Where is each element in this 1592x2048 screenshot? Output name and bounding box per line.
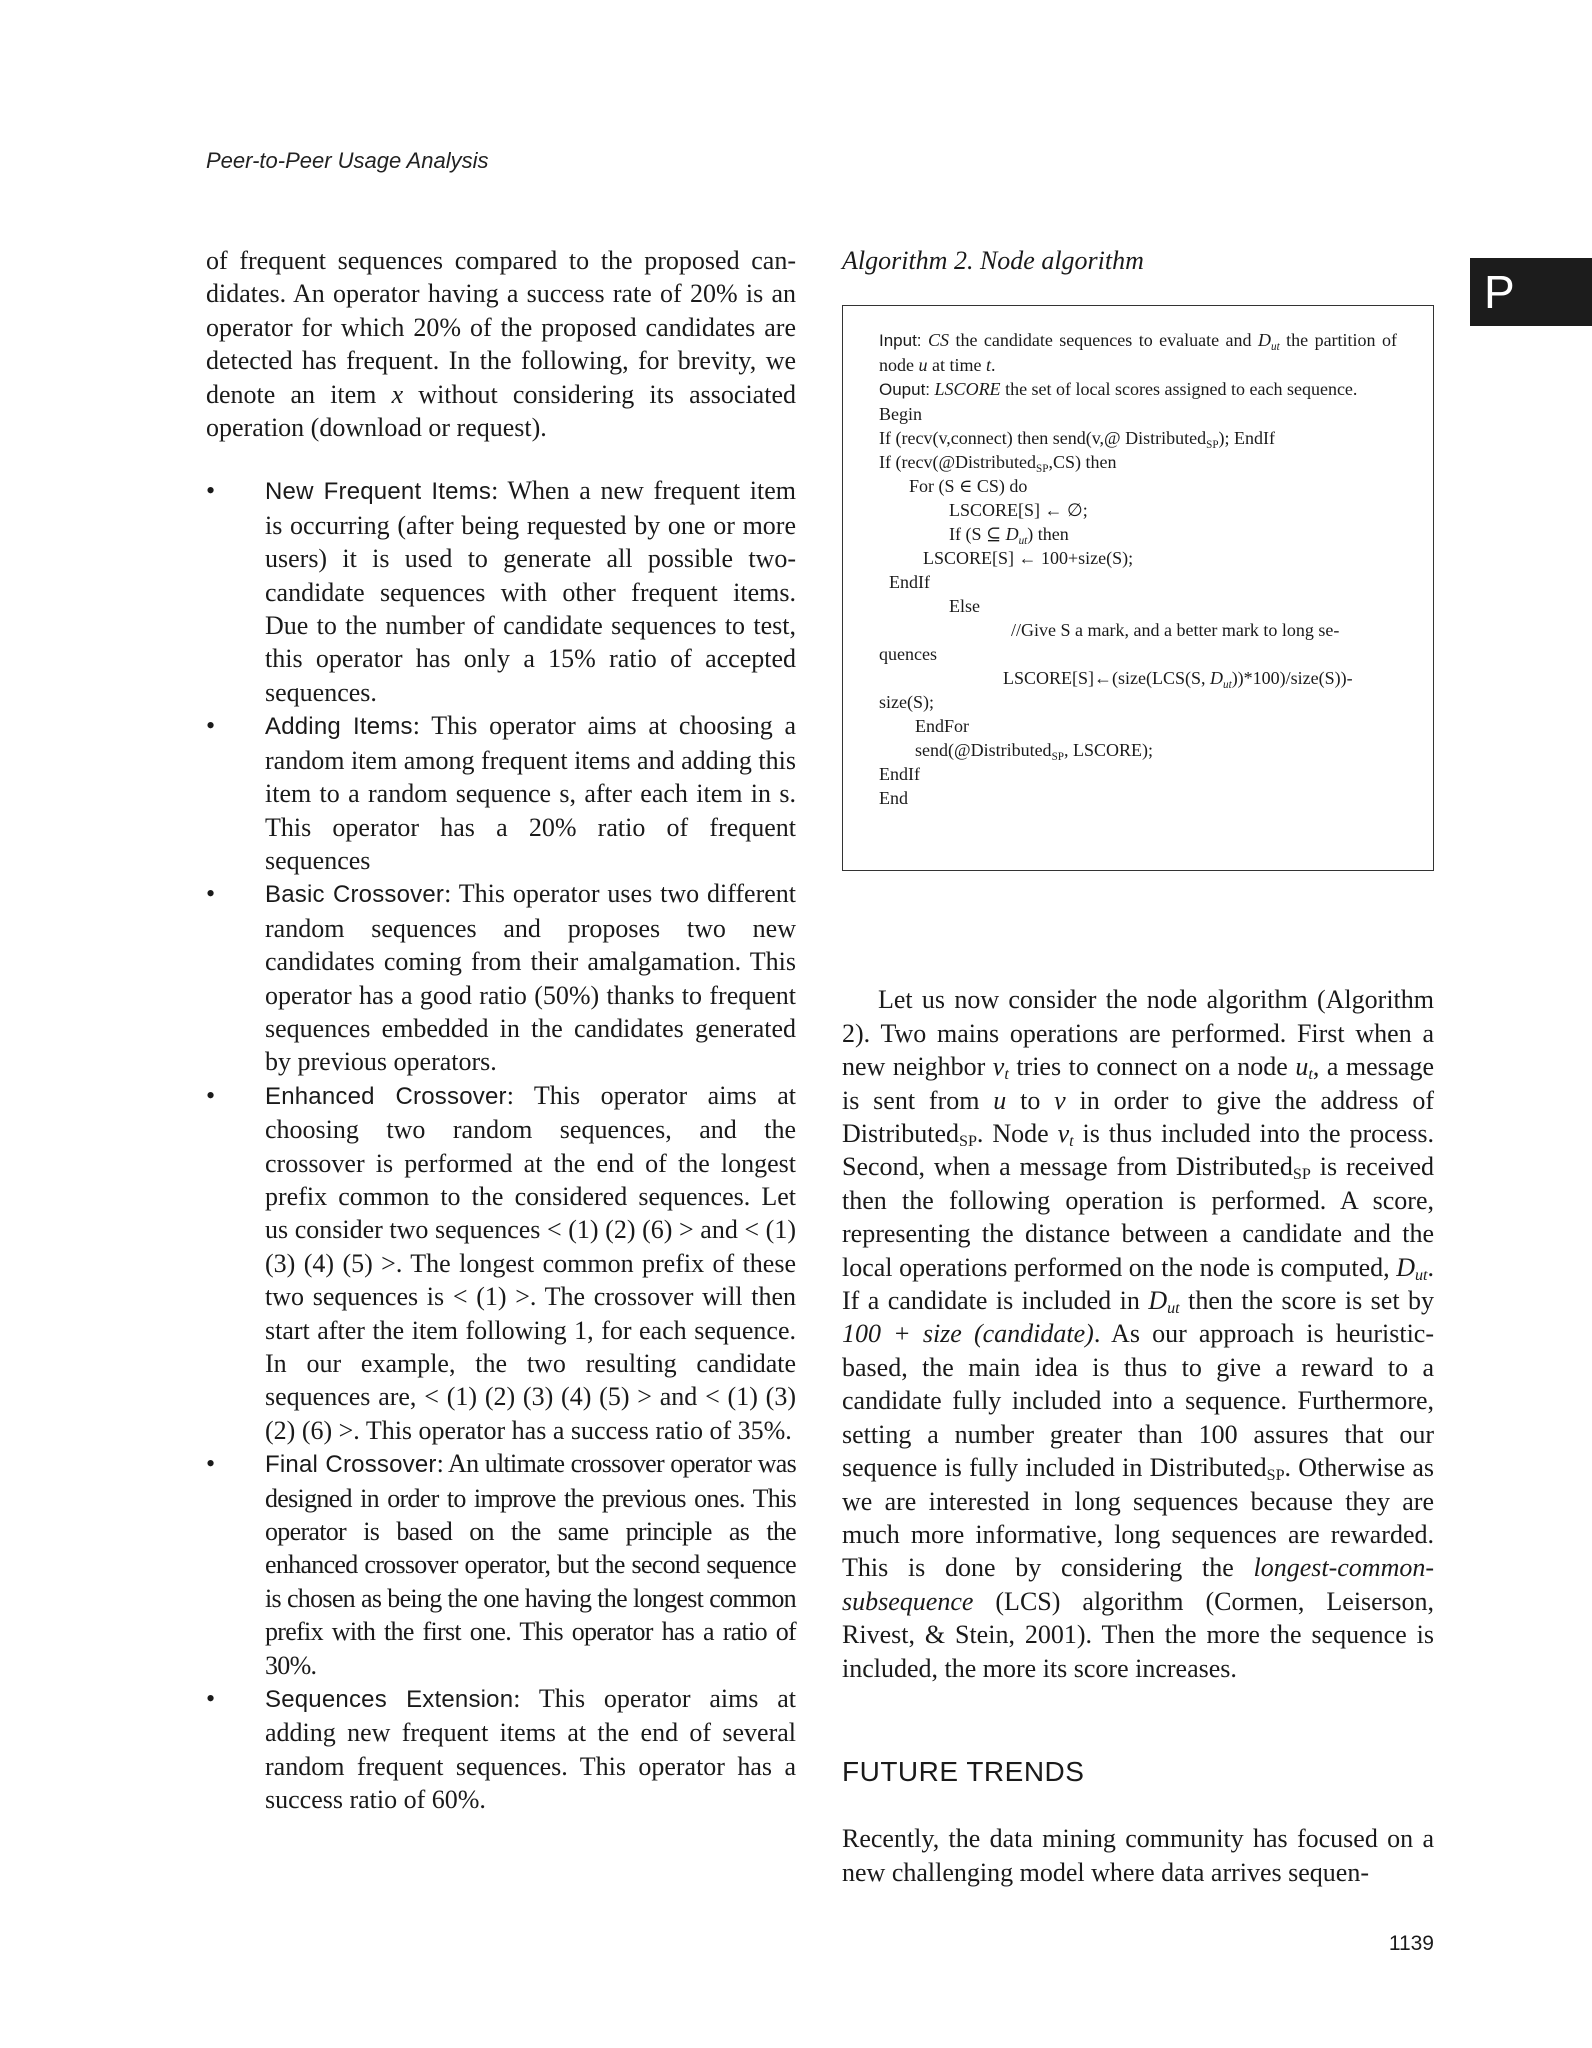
algo-output-line: Ouput: LSCORE the set of local scores assigned to each sequence. — [879, 379, 1358, 400]
list-item — [206, 877, 796, 1078]
right-column — [842, 244, 1434, 1889]
algo-line: //Give S a mark, and a better mark to long se- — [1011, 620, 1340, 641]
section-letter-tab: P — [1470, 258, 1592, 326]
right-body — [842, 983, 1434, 1889]
operator-list — [206, 474, 796, 1816]
algo-line: send(@Distributed$_{SP}$, LSCORE); — [915, 740, 1153, 764]
intro-paragraph: of frequent sequences compared to the proposed can- didates. An operator having a success rate of 20% is an operator for which 20% of the proposed candidates are detected has frequent. In the following, for brevity, we denote an item x without considering its associated operation (download or request). — [206, 246, 797, 443]
bullet-icon: • — [206, 1684, 216, 1714]
algo-line: EndFor — [915, 716, 969, 737]
left-column — [206, 244, 796, 1817]
list-item — [206, 1079, 796, 1447]
algo-line: Begin — [879, 404, 922, 425]
operator-description: : This operator uses two different random sequences and proposes two new candidates coming from their amalgamation. This operator has a good ratio (50%) thanks to frequent sequences embedded in the candidates generated by previous operators. — [265, 879, 797, 1077]
list-item — [206, 1682, 796, 1817]
future-trends-paragraph: Recently, the data mining community has focused on a new challenging model where data arrives sequen- — [842, 1824, 1434, 1887]
algo-line: If (recv(v,connect) then send(v,@ Distributed$_{SP}$); EndIf — [879, 428, 1276, 452]
node-algorithm-paragraph: Let us now consider the node algorithm (Algorithm 2). Two mains operations are performed. First when a new neighbor $v_t$ tries to connect on a node $u_t$, a message is sent from u to v in order to give the address of Distributed$_{SP}$. Node $v_t$ is thus included into the process. Second, when a message from Distributed$_{SP}$ is received then the following operation is performed. A score, representing the distance between a candidate and the local operations performed on the node is computed, $D_{ut}$. If a candidate is included in $D_{ut}$ then the score is set by 100 + size (candidate). As our approach is heuristic-based, the main idea is thus to give a reward to a candidate fully included into a sequence. Furthermore, setting a number greater than 100 assures that our sequence is fully included in Distributed$_{SP}$. Otherwise as we are interested in long sequences because they are much more informative, long sequences are rewarded. This is done by considering the longest-common-subsequence (LCS) algorithm (Cormen, Leiserson, Rivest, & Stein, 2001). Then the more the sequence is included, the more its score increases. — [842, 985, 1435, 1683]
algo-line: Else — [949, 596, 980, 617]
section-heading-future-trends: FUTURE TRENDS — [842, 1755, 1085, 1787]
bullet-icon: • — [206, 1449, 215, 1479]
bullet-icon: • — [206, 1080, 216, 1110]
algo-line: LSCORE[S]←(size(LCS(S, $D_{ut}))*100)/size(S))-$ — [1003, 668, 1353, 692]
algorithm-box — [842, 305, 1434, 871]
list-item — [206, 709, 796, 877]
algo-input-line: Input: CS the candidate sequences to evaluate and $D_{ut}$ the partition of node u at time t. — [879, 330, 1397, 376]
bullet-icon: • — [206, 879, 216, 909]
operator-name: Basic Crossover — [265, 881, 445, 909]
algorithm-caption: Algorithm 2. Node algorithm — [842, 246, 1144, 275]
algo-line: If (recv(@Distributed$_{SP}$,CS) then — [879, 452, 1117, 476]
operator-description: : When a new frequent item is occurring (after being requested by one or more users) it is used to generate all possible two-candidate sequences with other frequent items. Due to the number of candidate sequences to test, this operator has only a 15% ratio of accepted sequences. — [265, 476, 796, 707]
running-head: Peer-to-Peer Usage Analysis — [206, 148, 489, 173]
operator-description: : This operator aims at choosing two random sequences, and the crossover is performed at the end of the longest prefix common to the considered sequences. Let us consider two sequences < (1) (2) (6) > and < (1) (3) (4) (5) >. The longest common prefix of these two sequences is < (1) >. The crossover will then start after the item following 1, for each sequence. In our example, the two resulting candidate sequences are, < (1) (2) (3) (4) (5) > and < (1) (3) (2) (6) >. This operator has a success ratio of 35%. — [265, 1080, 796, 1445]
algo-line: LSCORE[S] ← 100+size(S); — [923, 548, 1134, 569]
algo-line: If (S ⊆ $D_{ut}$) then — [949, 524, 1069, 548]
operator-description: : An ultimate crossover operator was designed in order to improve the previous ones. This operator is based on the same principle as the enhanced crossover operator, but the second sequence is chosen as being the one having the longest common prefix with the first one. This operator has a ratio of 30%. — [265, 1449, 796, 1680]
page-number: 1139 — [1388, 1932, 1434, 1955]
operator-description: : This operator aims at adding new frequent items at the end of several random frequent sequences. This operator has a success ratio of 60%. — [265, 1684, 796, 1815]
list-item — [206, 474, 796, 709]
operator-name: Final Crossover — [265, 1451, 437, 1479]
operator-description: : This operator aims at choosing a random item among frequent items and adding this item to a random sequence s, after each item in s. This operator has a 20% ratio of frequent sequences — [265, 711, 797, 875]
algo-line: LSCORE[S] ← ∅; — [949, 500, 1088, 521]
algo-line: quences — [879, 644, 937, 665]
algo-line: EndIf — [889, 572, 930, 593]
bullet-icon: • — [206, 476, 216, 506]
operator-name: Adding Items — [265, 713, 413, 741]
list-item — [206, 1447, 796, 1682]
algo-line: For (S ∈ CS) do — [909, 476, 1028, 497]
operator-name: Enhanced Crossover — [265, 1082, 507, 1110]
algo-line: EndIf — [879, 764, 920, 785]
algo-line: size(S); — [879, 692, 934, 713]
operator-name: Sequences Extension — [265, 1686, 514, 1714]
bullet-icon: • — [206, 711, 216, 741]
algo-line: End — [879, 788, 908, 809]
operator-name: New Frequent Items — [265, 478, 492, 506]
